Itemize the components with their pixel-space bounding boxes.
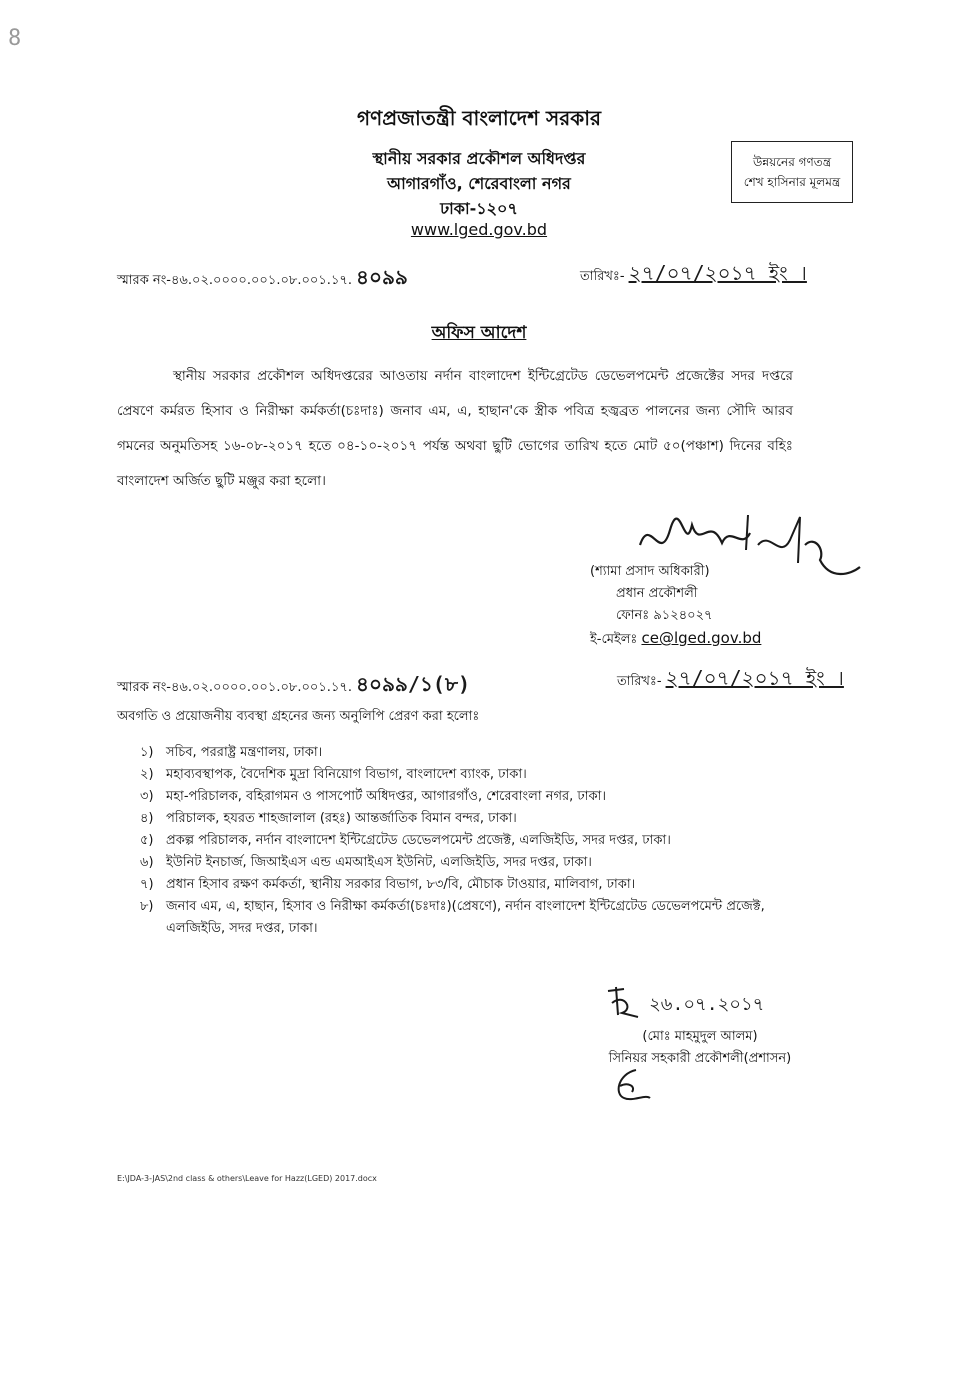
list-item-number: ৪)	[140, 811, 154, 826]
slogan-line-1: উন্নয়নের গণতন্ত্র	[752, 155, 832, 169]
memo-date-2	[617, 664, 844, 697]
department-city: ঢাকা-১২০৭	[440, 199, 518, 218]
signer-2-handwritten-date: ২৬.০৭.২০১৭	[649, 994, 765, 1015]
memo-date-1	[580, 259, 807, 292]
list-item-number: ৭)	[140, 877, 154, 892]
distribution-list	[140, 742, 820, 940]
department-address: আগারগাঁও, শেরেবাংলা নগর	[387, 174, 571, 193]
website-link[interactable]: www.lged.gov.bd	[410, 220, 548, 239]
list-item-number: ২)	[140, 767, 154, 782]
list-item	[140, 786, 820, 808]
government-title: গণপ্রজাতন্ত্রী বাংলাদেশ সরকার	[357, 106, 601, 130]
file-path-footer: E:\JDA-3-JAS\2nd class & others\Leave for Hazz(LGED) 2017.docx	[117, 1174, 377, 1183]
slogan-line-2: শেখ হাসিনার মূলমন্ত্র	[743, 175, 841, 189]
order-body-text: স্থানীয় সরকার প্রকৌশল অধিদপ্তরের আওতায় নর্দান বাংলাদেশ ইন্টিগ্রেটেড ডেভেলপমেন্ট প্রজেক্টের সদর দপ্তরে প্রেষণে কর্মরত হিসাব ও নিরীক্ষা কর্মকর্তা(চঃদাঃ) জনাব এম, এ, হাছান'কে স্ত্রীক পবিত্র হজ্বব্রত পালনের জন্য সৌদি আরব গমনের অনুমতিসহ ১৬-০৮-২০১৭ হতে ০৪-১০-২০১৭ পর্যন্ত অথবা ছুটি ভোগের তারিখ হতে মোট ৫০(পঞ্চাশ) দিনের বহিঃ বাংলাদেশ অর্জিত ছুটি মঞ্জুর করা হলো।	[117, 368, 793, 489]
list-item-text: প্রধান হিসাব রক্ষণ কর্মকর্তা, স্থানীয় সরকার বিভাগ, ৮৩/বি, মৌচাক টাওয়ার, মালিবাগ, ঢাকা।	[166, 877, 636, 892]
memo-handwritten-number: ৪০৯৯/১(৮)	[355, 672, 470, 696]
list-item-text: জনাব এম, এ, হাছান, হিসাব ও নিরীক্ষা কর্মকর্তা(চঃদাঃ)(প্রেষণে), নর্দান বাংলাদেশ ইন্টিগ্রেটেড ডেভেলপমেন্ট প্রজেক্ট, এলজিইডি, সদর দপ্তর, ঢাকা।	[166, 899, 765, 936]
signer-1-title: প্রধান প্রকৌশলী	[616, 586, 698, 601]
slogan-box	[731, 141, 853, 203]
signer-1-name: (শ্যামা প্রসাদ অধিকারী)	[590, 564, 710, 579]
memo-number-1	[117, 263, 408, 296]
list-item	[140, 874, 820, 896]
signer-1-email-row	[590, 627, 830, 651]
list-item-text: সচিব, পররাষ্ট্র মন্ত্রণালয়, ঢাকা।	[166, 745, 323, 760]
signer-2-title: সিনিয়র সহকারী প্রকৌশলী(প্রশাসন)	[608, 1051, 792, 1066]
memo-handwritten-number: ৪০৯৯	[355, 265, 408, 289]
list-item	[140, 764, 820, 786]
list-item-number: ৬)	[140, 855, 154, 870]
list-item	[140, 852, 820, 874]
list-item-number: ৮)	[140, 899, 154, 914]
list-item-number: ৫)	[140, 833, 154, 848]
memo-number-2	[117, 670, 470, 703]
signer-2-signature	[604, 985, 644, 1021]
list-item-text: মহা-পরিচালক, বহিরাগমন ও পাসপোর্ট অধিদপ্তর, আগারগাঁও, শেরেবাংলা নগর, ঢাকা।	[166, 789, 607, 804]
email-link[interactable]: ce@lged.gov.bd	[641, 629, 762, 647]
signer-2-signature-row	[604, 985, 764, 1021]
list-item	[140, 808, 820, 830]
list-item-number: ১)	[140, 745, 154, 760]
signer-2-name: (মোঃ মাহমুদুল আলম)	[642, 1029, 758, 1044]
date-label: তারিখঃ-	[617, 674, 662, 689]
date-label: তারিখঃ-	[580, 269, 625, 284]
office-order-heading: অফিস আদেশ	[431, 323, 527, 343]
list-item	[140, 742, 820, 764]
email-label: ই-মেইলঃ	[590, 632, 638, 647]
signer-1-phone: ফোনঃ ৯১২৪০২৭	[616, 608, 713, 623]
handwritten-date: ২৭/০৭/২০১৭ ইং ।	[628, 261, 807, 285]
list-item-text: মহাব্যবস্থাপক, বৈদেশিক মুদ্রা বিনিয়োগ বিভাগ, বাংলাদেশ ব্যাংক, ঢাকা।	[166, 767, 527, 782]
memo-label: স্মারক নং-৪৬.০২.০০০০.০০১.০৮.০০১.১৭.	[117, 680, 352, 695]
list-item-text: পরিচালক, হযরত শাহজালাল (রহঃ) আন্তর্জাতিক বিমান বন্দর, ঢাকা।	[166, 811, 517, 826]
office-order-title	[0, 320, 958, 348]
list-item-number: ৩)	[140, 789, 154, 804]
list-item-text: প্রকল্প পরিচালক, নর্দান বাংলাদেশ ইন্টিগ্রেটেড ডেভেলপমেন্ট প্রজেক্ট, এলজিইডি, সদর দপ্তর, ঢাকা।	[166, 833, 671, 848]
list-item-text: ইউনিট ইনচার্জ, জিআইএস এন্ড এমআইএস ইউনিট, এলজিইডি, সদর দপ্তর, ঢাকা।	[166, 855, 592, 870]
copy-distribution-intro: অবগতি ও প্রয়োজনীয় ব্যবস্থা গ্রহনের জন্য অনুলিপি প্রেরণ করা হলোঃ	[117, 709, 480, 724]
department-name: স্থানীয় সরকার প্রকৌশল অধিদপ্তর	[372, 149, 586, 168]
signer-1-block	[590, 561, 830, 651]
handwritten-date: ২৭/০৭/২০১৭ ইং ।	[665, 666, 844, 690]
memo-label: স্মারক নং-৪৬.০২.০০০০.০০১.০৮.০০১.১৭.	[117, 273, 352, 288]
initial-signature	[606, 1064, 656, 1104]
corner-handwritten-mark: 8	[8, 26, 22, 51]
list-item	[140, 830, 820, 852]
list-item	[140, 896, 820, 940]
